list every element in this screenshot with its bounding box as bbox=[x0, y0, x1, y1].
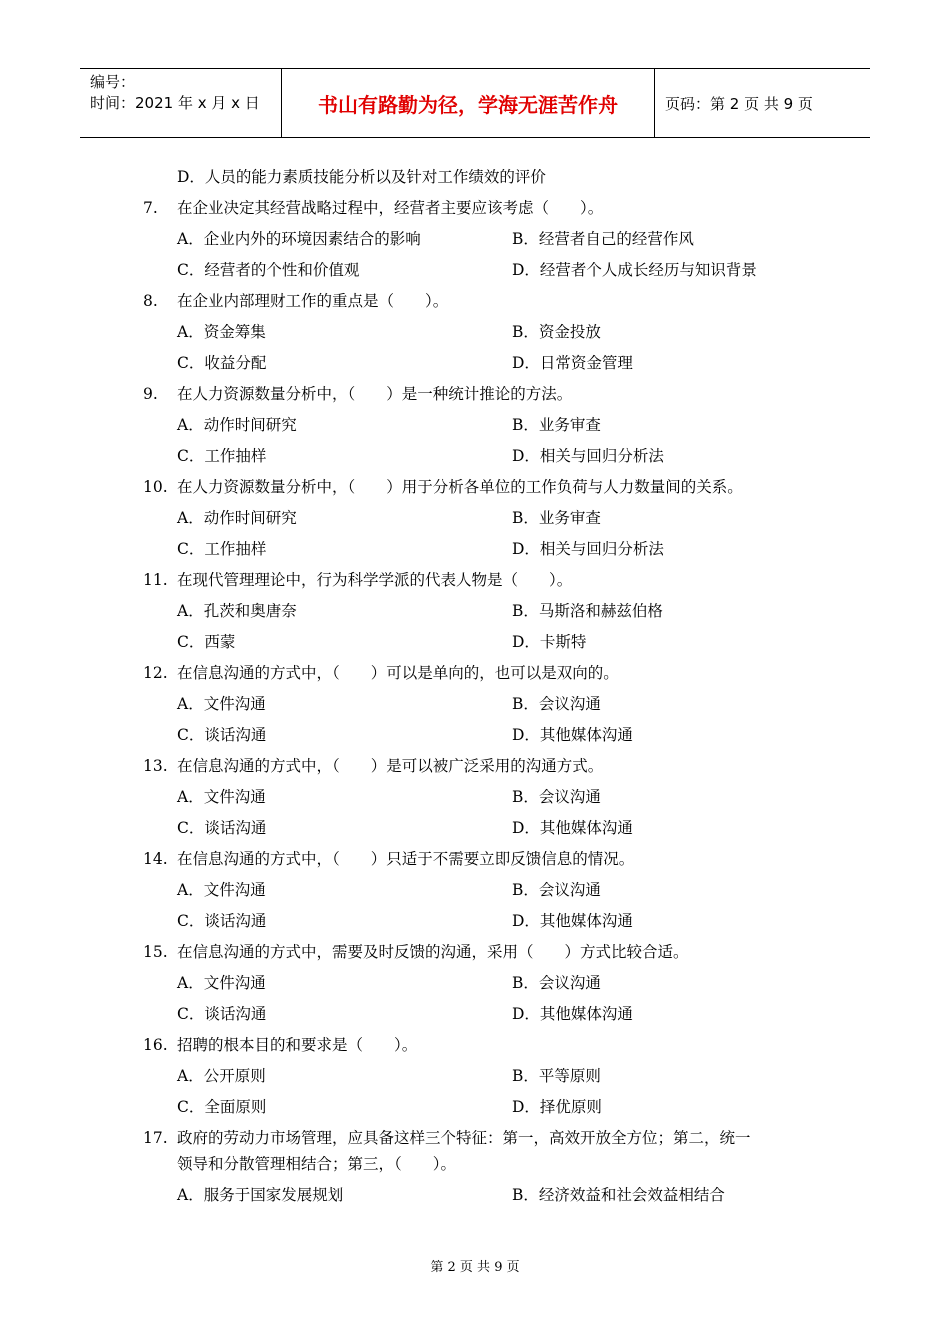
option-d: D．其他媒体沟通 bbox=[512, 1005, 633, 1023]
option-a: A．文件沟通 bbox=[177, 788, 266, 806]
question-number: 11. bbox=[143, 571, 168, 589]
question-number: 16. bbox=[143, 1036, 168, 1054]
option-d: D．卡斯特 bbox=[512, 633, 587, 651]
question-stem bbox=[0, 193, 950, 224]
option-a: A．文件沟通 bbox=[177, 695, 266, 713]
option-a: A．动作时间研究 bbox=[177, 416, 297, 434]
option-row bbox=[0, 627, 950, 658]
option-row bbox=[0, 503, 950, 534]
question-text-line2: 领导和分散管理相结合；第三，（ ）。 bbox=[177, 1155, 457, 1173]
question-stem bbox=[0, 379, 950, 410]
question-stem bbox=[0, 658, 950, 689]
option-a: A．动作时间研究 bbox=[177, 509, 297, 527]
question-text: 在人力资源数量分析中，（ ）用于分析各单位的工作负荷与人力数量间的关系。 bbox=[177, 478, 743, 496]
question-text: 在信息沟通的方式中，（ ）只适于不需要立即反馈信息的情况。 bbox=[177, 850, 635, 868]
question-text: 在信息沟通的方式中，需要及时反馈的沟通，采用（ ）方式比较合适。 bbox=[177, 943, 689, 961]
option-row bbox=[0, 534, 950, 565]
option-b: B．资金投放 bbox=[512, 323, 601, 341]
question-text: 政府的劳动力市场管理，应具备这样三个特征：第一，高效开放全方位；第二，统一 bbox=[177, 1129, 751, 1147]
option-row bbox=[0, 906, 950, 937]
option-row bbox=[0, 1092, 950, 1123]
option-d: D．相关与回归分析法 bbox=[512, 447, 664, 465]
option-a: A．资金筹集 bbox=[177, 323, 266, 341]
header-motto: 书山有路勤为径，学海无涯苦作舟 bbox=[282, 69, 655, 137]
option-a: A．企业内外的环境因素结合的影响 bbox=[177, 230, 421, 248]
lead-option-line bbox=[0, 162, 950, 193]
option-row bbox=[0, 999, 950, 1030]
option-d: D．其他媒体沟通 bbox=[512, 726, 633, 744]
option-d: D．相关与回归分析法 bbox=[512, 540, 664, 558]
question-stem bbox=[0, 1030, 950, 1061]
number-label: 编号： bbox=[90, 73, 136, 91]
question-stem bbox=[0, 286, 950, 317]
option-row bbox=[0, 410, 950, 441]
question-text-continued bbox=[0, 1149, 950, 1180]
question-text: 在信息沟通的方式中，（ ）是可以被广泛采用的沟通方式。 bbox=[177, 757, 604, 775]
question-stem bbox=[0, 844, 950, 875]
option-d: D．日常资金管理 bbox=[512, 354, 633, 372]
option-row bbox=[0, 782, 950, 813]
question-stem bbox=[0, 1123, 950, 1149]
question-number: 15. bbox=[143, 943, 168, 961]
option-row bbox=[0, 1061, 950, 1092]
option-c: C．谈话沟通 bbox=[177, 1005, 267, 1023]
option-d: D．其他媒体沟通 bbox=[512, 819, 633, 837]
option-a: A．服务于国家发展规划 bbox=[177, 1186, 344, 1204]
option-row bbox=[0, 441, 950, 472]
option-b: B．会议沟通 bbox=[512, 695, 601, 713]
page-footer: 第 2 页 共 9 页 bbox=[430, 1260, 520, 1275]
option-b: B．业务审查 bbox=[512, 416, 601, 434]
header-meta bbox=[80, 69, 282, 137]
option-d: D．人员的能力素质技能分析以及针对工作绩效的评价 bbox=[177, 168, 546, 186]
question-number: 10. bbox=[143, 478, 168, 496]
question-number: 17. bbox=[143, 1129, 168, 1147]
option-row bbox=[0, 255, 950, 286]
question-number: 13. bbox=[143, 757, 168, 775]
question-text: 在人力资源数量分析中，（ ）是一种统计推论的方法。 bbox=[177, 385, 573, 403]
option-a: A．孔茨和奥唐奈 bbox=[177, 602, 297, 620]
option-b: B．会议沟通 bbox=[512, 974, 601, 992]
question-text: 在企业决定其经营战略过程中，经营者主要应该考虑（ ）。 bbox=[177, 199, 604, 217]
question-number: 8. bbox=[143, 292, 158, 310]
option-row bbox=[0, 968, 950, 999]
question-stem bbox=[0, 472, 950, 503]
option-row bbox=[0, 348, 950, 379]
question-number: 12. bbox=[143, 664, 168, 682]
option-c: C．西蒙 bbox=[177, 633, 236, 651]
option-b: B．业务审查 bbox=[512, 509, 601, 527]
option-row bbox=[0, 317, 950, 348]
question-number: 14. bbox=[143, 850, 168, 868]
option-c: C．谈话沟通 bbox=[177, 912, 267, 930]
option-c: C．收益分配 bbox=[177, 354, 267, 372]
question-text: 在现代管理理论中，行为科学学派的代表人物是（ ）。 bbox=[177, 571, 573, 589]
question-stem bbox=[0, 751, 950, 782]
question-text: 在信息沟通的方式中，（ ）可以是单向的，也可以是双向的。 bbox=[177, 664, 619, 682]
header-page-label: 页码：第 2 页 共 9 页 bbox=[665, 94, 813, 113]
option-c: C．谈话沟通 bbox=[177, 726, 267, 744]
option-c: C．工作抽样 bbox=[177, 540, 267, 558]
option-row bbox=[0, 224, 950, 255]
option-a: A．公开原则 bbox=[177, 1067, 266, 1085]
option-b: B．经营者自己的经营作风 bbox=[512, 230, 694, 248]
question-list bbox=[0, 162, 950, 1211]
question-stem bbox=[0, 565, 950, 596]
option-c: C．全面原则 bbox=[177, 1098, 267, 1116]
page-header bbox=[80, 68, 870, 138]
option-b: B．经济效益和社会效益相结合 bbox=[512, 1186, 725, 1204]
question-text: 招聘的根本目的和要求是（ ）。 bbox=[177, 1036, 418, 1054]
option-d: D．经营者个人成长经历与知识背景 bbox=[512, 261, 757, 279]
option-row bbox=[0, 875, 950, 906]
option-c: C．工作抽样 bbox=[177, 447, 267, 465]
option-a: A．文件沟通 bbox=[177, 974, 266, 992]
option-row bbox=[0, 813, 950, 844]
question-number: 7. bbox=[143, 199, 158, 217]
option-b: B．会议沟通 bbox=[512, 881, 601, 899]
option-d: D．其他媒体沟通 bbox=[512, 912, 633, 930]
date-label: 时间：2021 年 x 月 x 日 bbox=[90, 94, 260, 112]
option-c: C．谈话沟通 bbox=[177, 819, 267, 837]
option-row bbox=[0, 1180, 950, 1211]
question-number: 9. bbox=[143, 385, 158, 403]
question-stem bbox=[0, 937, 950, 968]
option-b: B．会议沟通 bbox=[512, 788, 601, 806]
option-d: D．择优原则 bbox=[512, 1098, 602, 1116]
option-a: A．文件沟通 bbox=[177, 881, 266, 899]
option-c: C．经营者的个性和价值观 bbox=[177, 261, 360, 279]
option-row bbox=[0, 720, 950, 751]
option-b: B．马斯洛和赫兹伯格 bbox=[512, 602, 663, 620]
option-row bbox=[0, 689, 950, 720]
option-row bbox=[0, 596, 950, 627]
question-text: 在企业内部理财工作的重点是（ ）。 bbox=[177, 292, 449, 310]
option-b: B．平等原则 bbox=[512, 1067, 601, 1085]
